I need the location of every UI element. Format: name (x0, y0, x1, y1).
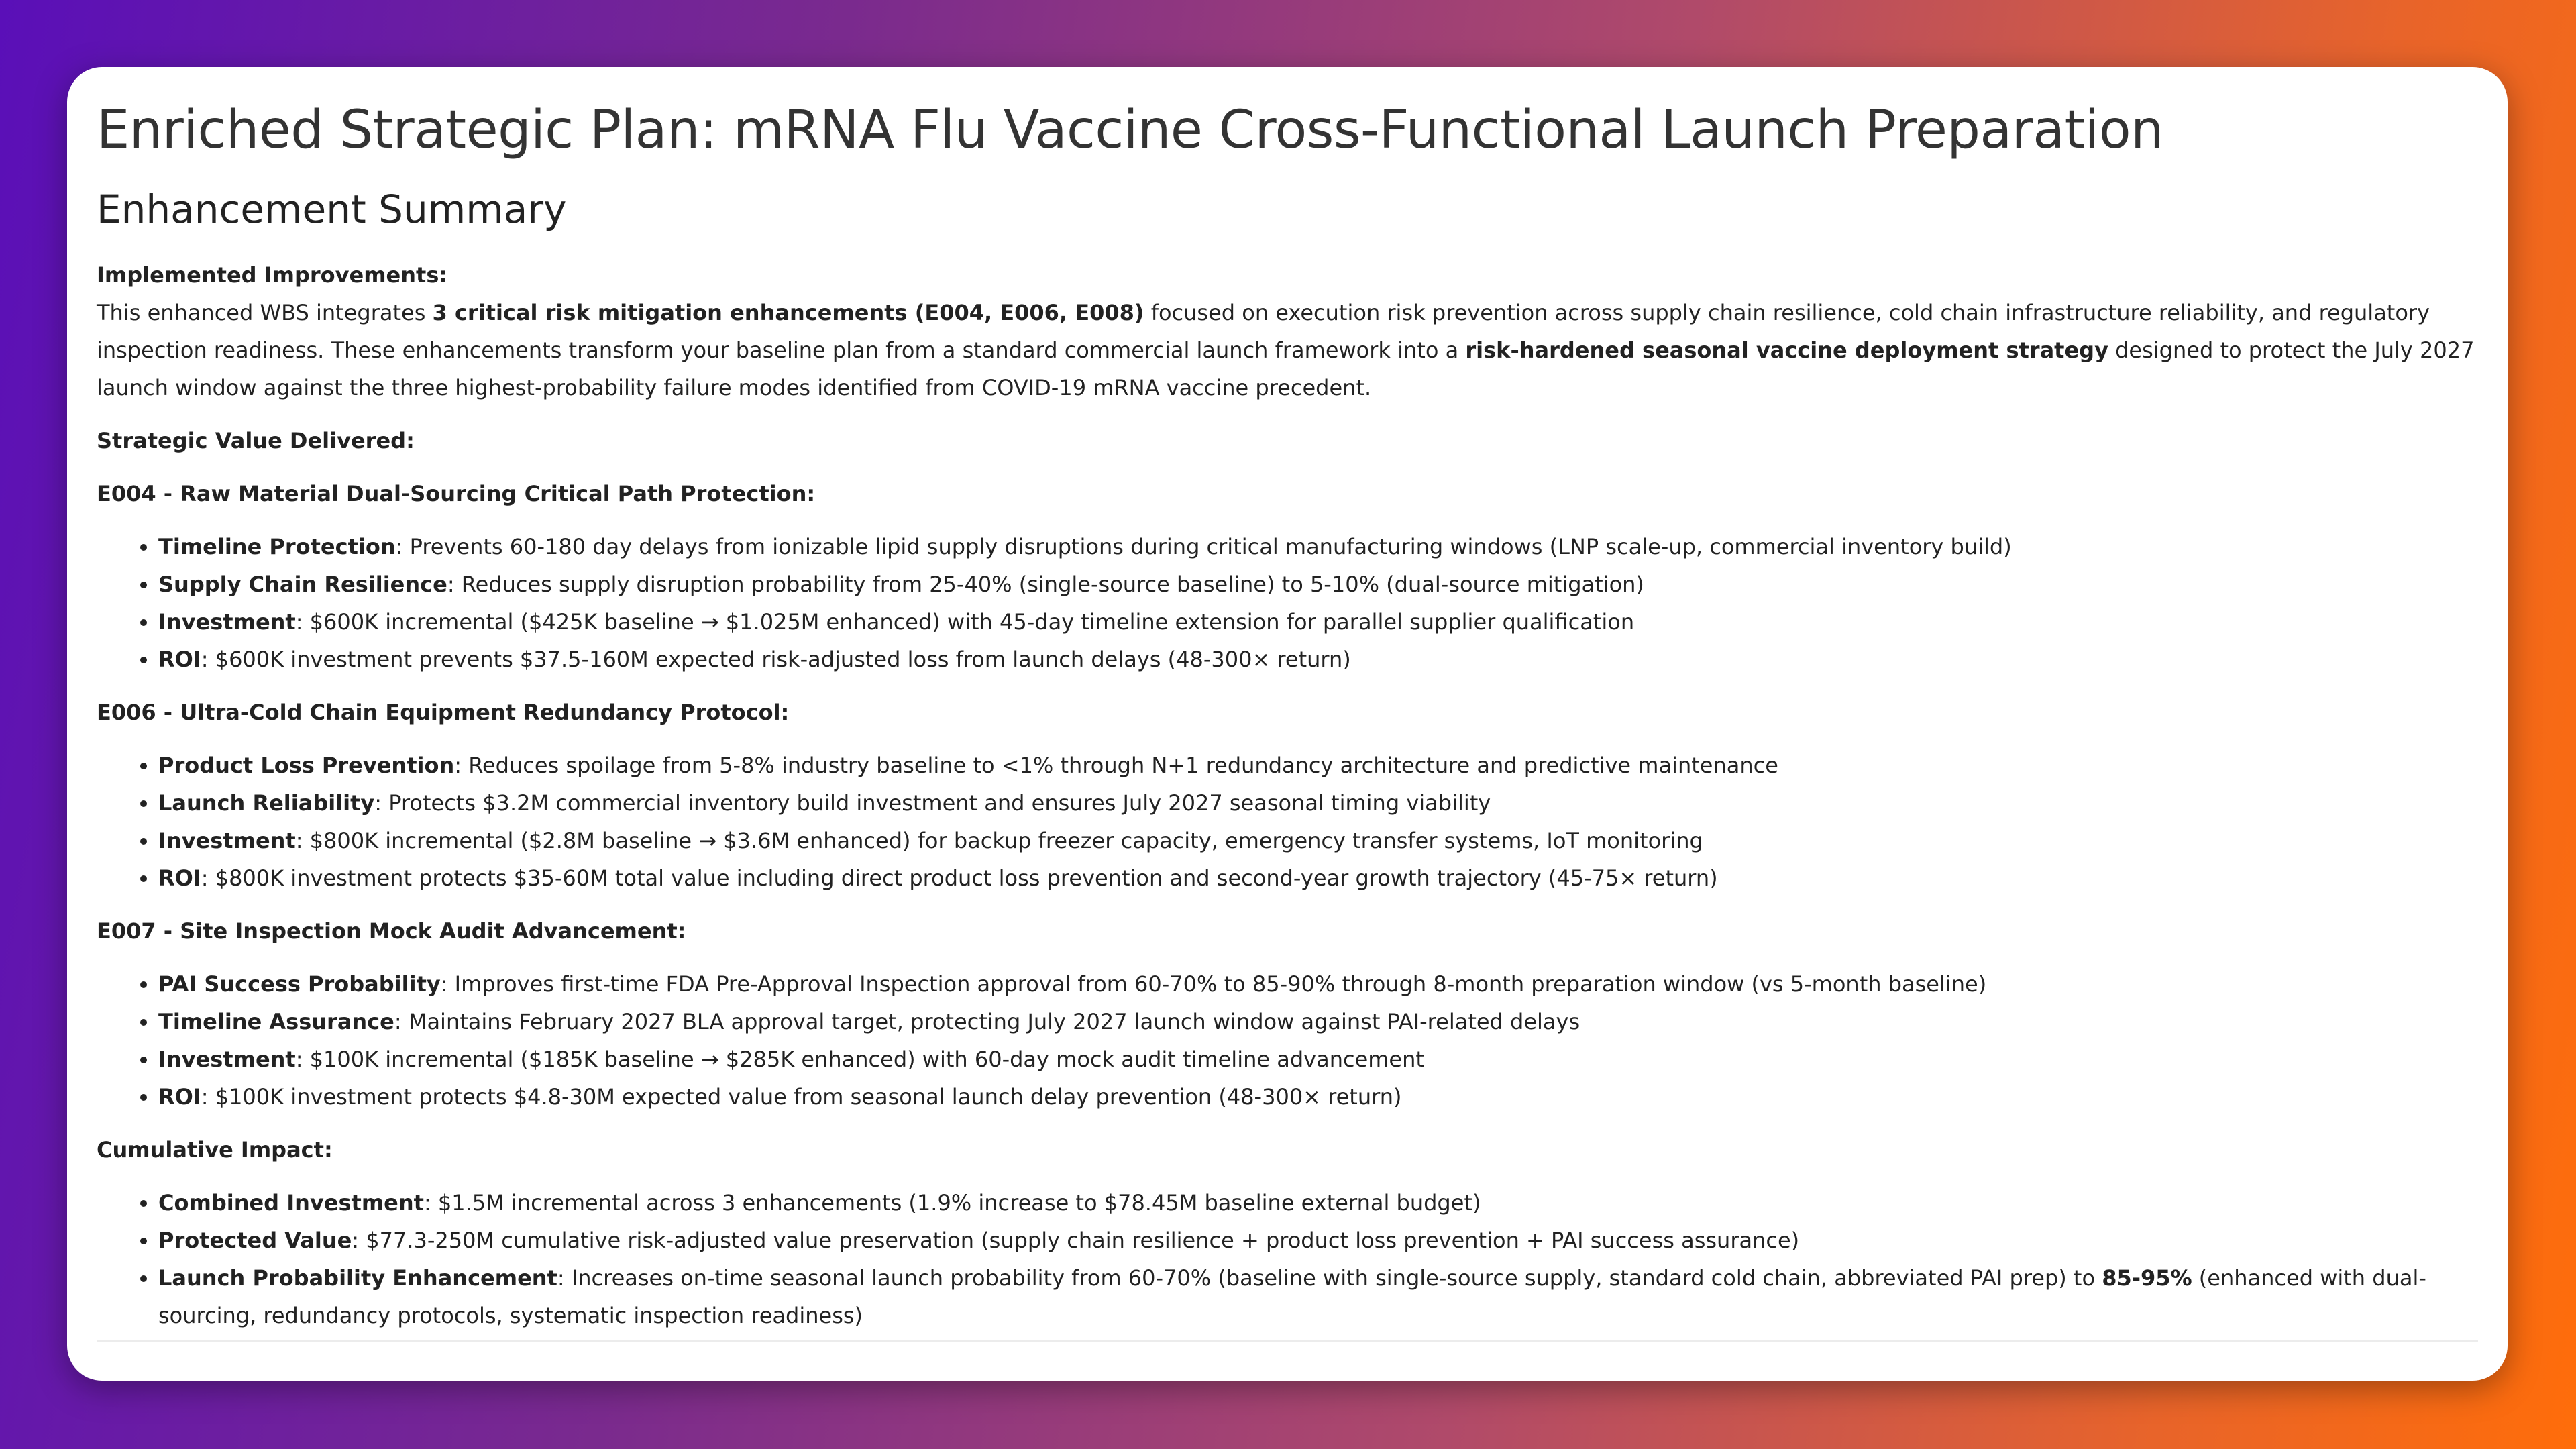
implemented-heading: Implemented Improvements: (97, 262, 448, 288)
strategic-value-heading: Strategic Value Delivered: (97, 428, 415, 453)
cumulative-list (97, 1184, 2478, 1334)
list-item: • Timeline Protection: Prevents 60-180 day delays from ionizable lipid supply disruptions during critical manufacturing windows (LNP scale-up, commercial inventory build) (158, 528, 2478, 566)
list-item: • ROI: $800K investment protects $35-60M total value including direct product loss prevention and second-year growth trajectory (45-75× return) (158, 859, 2478, 897)
e007-heading: E007 - Site Inspection Mock Audit Advancement: (97, 918, 686, 944)
list-item: • Supply Chain Resilience: Reduces supply disruption probability from 25-40% (single-source baseline) to 5-10% (dual-source mitigation) (158, 566, 2478, 603)
list-item: • ROI: $100K investment protects $4.8-30M expected value from seasonal launch delay prevention (48-300× return) (158, 1078, 2478, 1116)
list-item: • Launch Probability Enhancement: Increases on-time seasonal launch probability from 60-70% (baseline with single-source supply, standard cold chain, abbreviated PAI prep) to 85-95% (enhanced with dual-sourcing, redundancy protocols, systematic inspection readiness) (158, 1259, 2478, 1334)
document-card (67, 67, 2508, 1381)
list-item: • Protected Value: $77.3-250M cumulative risk-adjusted value preservation (supply chain resilience + product loss prevention + PAI success assurance) (158, 1222, 2478, 1259)
e006-list (97, 747, 2478, 897)
list-item: • Investment: $100K incremental ($185K baseline → $285K enhanced) with 60-day mock audit timeline advancement (158, 1040, 2478, 1078)
page-title: Enriched Strategic Plan: mRNA Flu Vaccine Cross-Functional Launch Preparation (97, 100, 2164, 160)
list-item: • Investment: $600K incremental ($425K baseline → $1.025M enhanced) with 45-day timeline extension for parallel supplier qualification (158, 603, 2478, 641)
cumulative-heading: Cumulative Impact: (97, 1137, 333, 1163)
section-title: Enhancement Summary (97, 186, 567, 232)
list-item: • PAI Success Probability: Improves first-time FDA Pre-Approval Inspection approval from 60-70% to 85-90% through 8-month preparation window (vs 5-month baseline) (158, 965, 2478, 1003)
bottom-divider (97, 1340, 2478, 1342)
e006-heading: E006 - Ultra-Cold Chain Equipment Redundancy Protocol: (97, 700, 790, 725)
e004-heading: E004 - Raw Material Dual-Sourcing Critical Path Protection: (97, 481, 816, 506)
implemented-paragraph: This enhanced WBS integrates 3 critical risk mitigation enhancements (E004, E006, E008) focused on execution risk prevention across supply chain resilience, cold chain infrastructure reliability, and regulatory inspection readiness. These enhancements transform your baseline plan from a standard commercial launch framework into a risk-hardened seasonal vaccine deployment strategy designed to protect the July 2027 launch window against the three highest-probability failure modes identified from COVID-19 mRNA vaccine precedent. (97, 300, 2475, 400)
list-item: • ROI: $600K investment prevents $37.5-160M expected risk-adjusted loss from launch delays (48-300× return) (158, 641, 2478, 678)
list-item: • Timeline Assurance: Maintains February 2027 BLA approval target, protecting July 2027 launch window against PAI-related delays (158, 1003, 2478, 1040)
list-item: • Product Loss Prevention: Reduces spoilage from 5-8% industry baseline to <1% through N+1 redundancy architecture and predictive maintenance (158, 747, 2478, 784)
list-item: • Investment: $800K incremental ($2.8M baseline → $3.6M enhanced) for backup freezer capacity, emergency transfer systems, IoT monitoring (158, 822, 2478, 859)
list-item: • Launch Reliability: Protects $3.2M commercial inventory build investment and ensures July 2027 seasonal timing viability (158, 784, 2478, 822)
e007-list (97, 965, 2478, 1116)
list-item: • Combined Investment: $1.5M incremental across 3 enhancements (1.9% increase to $78.45M baseline external budget) (158, 1184, 2478, 1222)
e004-list (97, 528, 2478, 678)
